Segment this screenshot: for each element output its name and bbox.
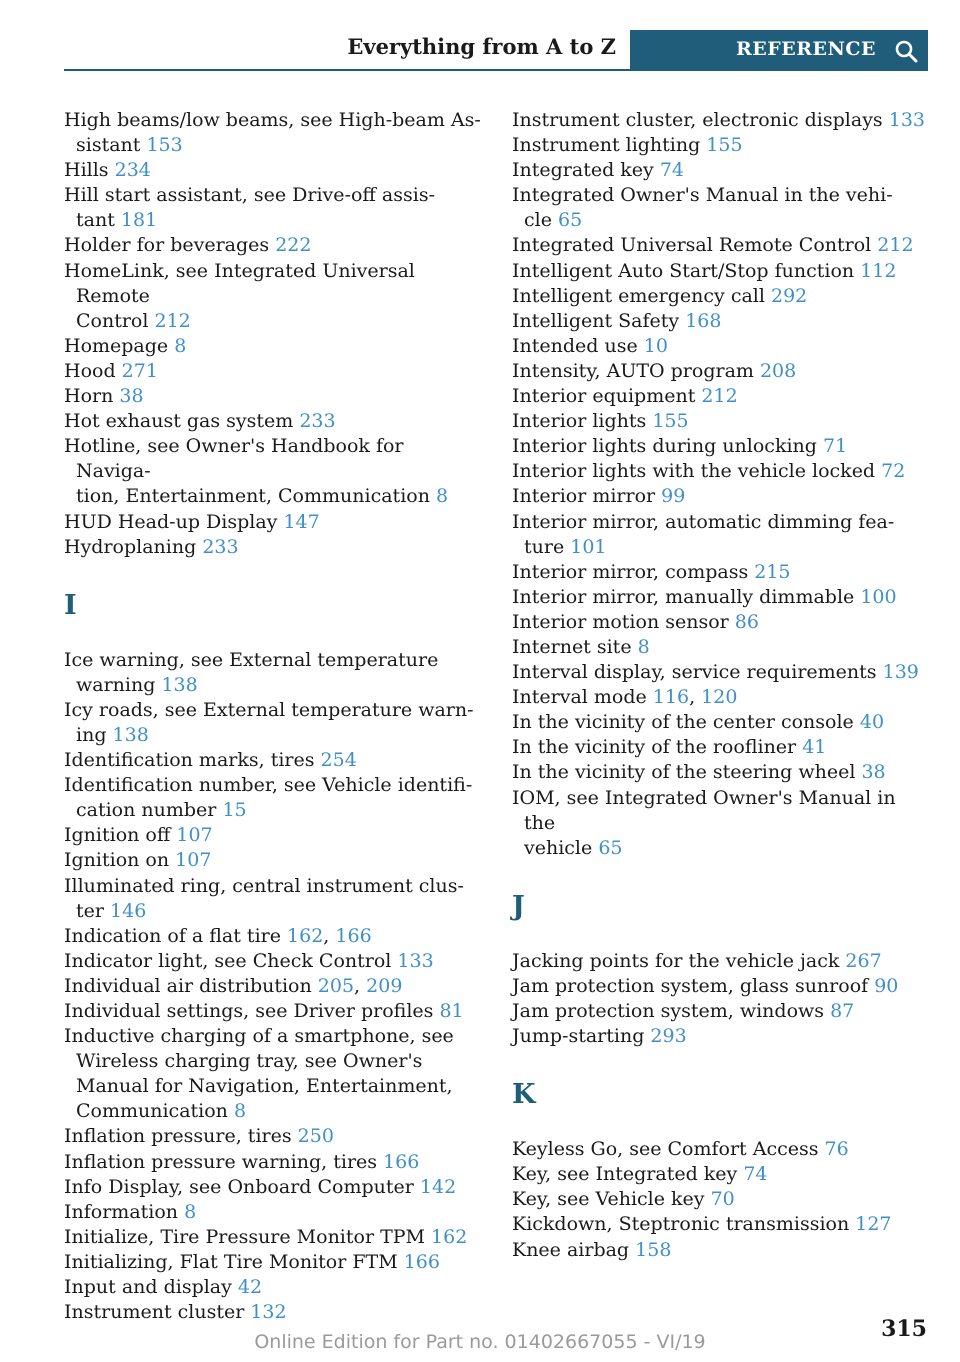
page-reference-link[interactable]: 120 — [701, 686, 738, 709]
index-entry-text: HomeLink, see Integrated Universal Remote — [64, 259, 415, 307]
index-entry-text: Jam protection system, windows — [512, 1000, 825, 1022]
index-entry — [512, 999, 932, 1024]
index-entry — [64, 1300, 484, 1325]
index-entry-text: Intended use — [512, 334, 638, 357]
index-entry — [64, 384, 484, 409]
page-reference-link[interactable]: 267 — [845, 949, 882, 972]
index-entry-text: Hydroplaning — [64, 535, 197, 558]
page-reference-link[interactable]: 162 — [287, 924, 324, 947]
page-reference-link[interactable]: 146 — [110, 899, 147, 922]
index-entry-continuation: Communication — [76, 1100, 228, 1123]
index-entry-text: Initializing, Flat Tire Monitor FTM — [64, 1250, 398, 1273]
page-reference-link[interactable]: 155 — [652, 410, 689, 433]
index-entry-text: Key, see Integrated key — [512, 1163, 738, 1186]
page-reference-link[interactable]: 138 — [161, 673, 198, 696]
index-entry — [512, 484, 932, 509]
index-entry-continuation: warning — [76, 673, 156, 696]
page-reference-link[interactable]: 100 — [860, 585, 897, 608]
index-entry — [64, 108, 484, 158]
index-entry-text: Intensity, AUTO program — [512, 359, 754, 382]
page-reference-link[interactable]: 74 — [659, 159, 685, 182]
page-reference-link[interactable]: 38 — [861, 761, 886, 784]
index-entry-text: Initialize, Tire Pressure Monitor TPM — [64, 1225, 425, 1248]
index-entry — [512, 760, 932, 785]
index-entry-text: Jam protection system, glass sunroof — [512, 974, 869, 997]
page-reference-link[interactable]: 74 — [743, 1163, 768, 1186]
index-entry-continuation: sistant — [76, 134, 141, 157]
page-reference-link[interactable]: 41 — [802, 736, 827, 759]
page-reference-link[interactable]: 138 — [112, 723, 149, 746]
page-reference-link[interactable]: 86 — [734, 610, 759, 633]
page-reference-link[interactable]: 158 — [635, 1238, 672, 1261]
page-reference-link[interactable]: 87 — [830, 1000, 855, 1022]
page-reference-link[interactable]: 90 — [874, 974, 899, 997]
index-entry-text: Interior equipment — [512, 385, 696, 408]
index-entry — [64, 434, 484, 509]
index-entry-text: Internet site — [512, 635, 632, 658]
page-reference-link[interactable]: 10 — [643, 334, 668, 357]
index-entry-continuation: Wireless charging tray, see Owner's — [76, 1050, 423, 1073]
index-entry-continuation: ing — [76, 723, 107, 746]
index-entry-text: Interior mirror — [512, 485, 656, 508]
index-entry — [512, 735, 932, 760]
index-entry-text: Illuminated ring, central instrument clus- — [64, 874, 464, 897]
index-entry-continuation: cle — [524, 209, 552, 232]
index-entry-text: Jacking points for the vehicle jack — [512, 949, 840, 972]
index-entry — [64, 1250, 484, 1275]
page-reference-link[interactable]: 155 — [706, 134, 743, 157]
index-entry — [64, 1275, 484, 1300]
page-reference-link[interactable]: 153 — [146, 134, 183, 157]
index-entry-text: Interior lights with the vehicle locked — [512, 460, 876, 483]
page-reference-link[interactable]: 133 — [888, 109, 925, 131]
index-entry-text: Integrated Owner's Manual in the vehi- — [512, 184, 893, 207]
index-column-right — [512, 108, 932, 1263]
index-entry — [512, 183, 932, 233]
index-column-left — [64, 108, 484, 1325]
reference-tab-label: REFERENCE — [736, 38, 876, 60]
index-entry-text: Instrument lighting — [512, 134, 701, 157]
index-entry-text: Hill start assistant, see Drive-off assis- — [64, 184, 436, 207]
index-entry-text: Hot exhaust gas system — [64, 410, 294, 433]
index-entry — [512, 1187, 932, 1212]
index-entry — [512, 284, 932, 309]
index-entry — [64, 1175, 484, 1200]
page-reference-link[interactable]: 254 — [320, 749, 357, 772]
index-entry — [512, 610, 932, 635]
index-entry — [512, 974, 932, 999]
index-entry — [512, 786, 932, 861]
index-entry — [64, 1150, 484, 1175]
reference-tab[interactable] — [630, 30, 928, 71]
index-letter-heading: K — [512, 1079, 536, 1111]
section-title: Everything from A to Z — [347, 34, 616, 59]
index-entry — [64, 183, 484, 233]
index-entry-text: Holder for beverages — [64, 234, 270, 257]
page-reference-link[interactable]: 162 — [431, 1225, 468, 1248]
index-entry-text: Input and display — [64, 1276, 232, 1299]
index-entry-text: High beams/low beams, see High-beam As- — [64, 109, 481, 131]
index-entry — [64, 233, 484, 258]
index-entry-text: Indication of a flat tire — [64, 924, 281, 947]
index-entry — [64, 259, 484, 334]
index-entry — [512, 309, 932, 334]
index-entry — [512, 409, 932, 434]
index-entry-continuation: tion, Entertainment, Communication — [76, 485, 430, 508]
index-entry — [64, 334, 484, 359]
page-number: 315 — [881, 1316, 927, 1342]
index-entry: Indication of a flat tire 162, 166 — [64, 924, 372, 947]
page-reference-link[interactable]: 215 — [754, 560, 791, 583]
page-reference-link[interactable]: 166 — [383, 1150, 420, 1173]
index-entry-text: Inflation pressure, tires — [64, 1125, 292, 1148]
index-entry — [64, 874, 484, 924]
index-entry-text: Kickdown, Steptronic transmission — [512, 1213, 850, 1236]
index-entry-text: Integrated Universal Remote Control — [512, 234, 872, 257]
page-reference-link[interactable]: 8 — [174, 334, 187, 357]
index-entry — [512, 259, 932, 284]
page-reference-link[interactable]: 99 — [661, 485, 686, 508]
page-reference-link[interactable]: 72 — [881, 460, 906, 483]
index-letter-heading: I — [64, 589, 77, 621]
index-entry-text: Intelligent Auto Start/Stop function — [512, 259, 855, 282]
page-reference-link[interactable]: 222 — [275, 234, 312, 257]
index-entry-text: Intelligent Safety — [512, 309, 680, 332]
page-reference-link[interactable]: 233 — [202, 535, 239, 558]
index-entry-text: Interior mirror, manually dimmable — [512, 585, 855, 608]
index-entry — [512, 1212, 932, 1237]
page-reference-link[interactable]: 233 — [299, 410, 336, 433]
page-reference-link[interactable]: 147 — [283, 510, 320, 533]
index-entry — [512, 158, 932, 183]
page-reference-link[interactable]: 38 — [119, 385, 144, 408]
index-entry-text: Interior lights — [512, 410, 647, 433]
page-reference-link[interactable]: 8 — [436, 485, 449, 508]
index-entry — [64, 359, 484, 384]
page-reference-link[interactable]: 205 — [317, 974, 355, 997]
page-reference-link[interactable]: 81 — [439, 1000, 464, 1022]
index-entry-text: Identification number, see Vehicle identifi- — [64, 774, 473, 797]
index-entry-text: Hills — [64, 159, 109, 182]
index-entry — [64, 999, 484, 1024]
index-entry-continuation: ter — [76, 899, 104, 922]
index-entry-text: Individual air distribution — [64, 974, 312, 997]
index-entry-text: Individual settings, see Driver profiles — [64, 1000, 434, 1022]
index-entry-text: Interval display, service requirements — [512, 661, 877, 684]
page-reference-link[interactable]: 8 — [637, 635, 650, 658]
index-entry-text: In the vicinity of the center console — [512, 711, 854, 734]
page-reference-link[interactable]: 76 — [824, 1138, 849, 1161]
index-entry-text: Icy roads, see External temperature warn- — [64, 698, 474, 721]
page-reference-link[interactable]: 133 — [397, 949, 434, 972]
index-entry — [64, 748, 484, 773]
index-entry-text: Hood — [64, 359, 116, 382]
index-entry-text: Identification marks, tires — [64, 749, 315, 772]
index-entry — [64, 848, 484, 873]
index-entry — [512, 1024, 932, 1049]
index-entry-text: Interior mirror, automatic dimming fea- — [512, 510, 895, 533]
index-entry — [512, 1238, 932, 1263]
index-entry-text: Intelligent emergency call — [512, 284, 765, 307]
index-entry — [512, 133, 932, 158]
index-entry-continuation: Control — [76, 309, 149, 332]
index-entry-continuation: cation number — [76, 799, 217, 822]
page-reference-link[interactable]: 116 — [652, 686, 690, 709]
page-reference-link[interactable]: 181 — [120, 209, 158, 232]
index-entry-text: Interior lights during unlocking — [512, 435, 817, 458]
index-entry-text: Interior motion sensor — [512, 610, 729, 633]
index-entry — [64, 535, 484, 560]
index-entry-text: Instrument cluster, electronic displays — [512, 109, 883, 131]
index-entry-text: Inflation pressure warning, tires — [64, 1150, 378, 1173]
page-reference-link[interactable]: 70 — [710, 1188, 735, 1211]
index-entry-text: Ignition on — [64, 849, 170, 872]
index-letter-heading: J — [512, 890, 525, 922]
page-reference-link[interactable]: 15 — [222, 799, 247, 822]
index-entry-text: Jump-starting — [512, 1025, 645, 1048]
header-rule — [64, 69, 630, 71]
index-entry-text: Knee airbag — [512, 1238, 630, 1261]
index-entry — [64, 773, 484, 823]
page-reference-link[interactable]: 166 — [335, 924, 372, 947]
page-reference-link[interactable]: 212 — [154, 309, 191, 332]
index-entry-continuation: tant — [76, 209, 115, 232]
index-entry — [512, 1162, 932, 1187]
page-reference-link[interactable]: 168 — [685, 309, 722, 332]
page-reference-link[interactable]: 8 — [184, 1200, 197, 1223]
page-reference-link[interactable]: 293 — [650, 1025, 687, 1048]
footer-edition: Online Edition for Part no. 01402667055 - VI/19 — [254, 1331, 706, 1353]
index-entry — [64, 823, 484, 848]
page-reference-link[interactable]: 107 — [176, 824, 213, 847]
page-reference-link[interactable]: 209 — [366, 974, 403, 997]
page-reference-link[interactable]: 271 — [121, 359, 158, 382]
index-entry: Individual air distribution 205, 209 — [64, 974, 403, 997]
page-reference-link[interactable]: 142 — [419, 1175, 457, 1198]
index-entry — [512, 710, 932, 735]
page-reference-link[interactable]: 212 — [701, 385, 738, 408]
index-entry — [64, 1024, 484, 1124]
index-entry-text: Information — [64, 1200, 179, 1223]
search-icon[interactable] — [894, 39, 918, 63]
index-entry-text: Ignition off — [64, 824, 171, 847]
index-entry-text: Instrument cluster — [64, 1301, 245, 1324]
index-entry — [64, 510, 484, 535]
index-entry — [64, 1225, 484, 1250]
index-entry-text: Inductive charging of a smartphone, see — [64, 1025, 454, 1048]
page-reference-link[interactable]: 71 — [822, 435, 848, 458]
page-reference-link[interactable]: 212 — [877, 234, 914, 257]
page-reference-link[interactable]: 292 — [770, 284, 808, 307]
index-entry-text: Indicator light, see Check Control — [64, 949, 392, 972]
index-entry — [64, 409, 484, 434]
index-entry-text: Ice warning, see External temperature — [64, 648, 439, 671]
index-entry — [512, 108, 932, 133]
index-entry-text: Interval mode — [512, 686, 647, 709]
index-entry-text: Interior mirror, compass — [512, 560, 749, 583]
page-reference-link[interactable]: 112 — [860, 259, 897, 282]
index-entry — [512, 384, 932, 409]
index-entry-continuation: ture — [524, 535, 565, 558]
index-entry — [512, 434, 932, 459]
page-reference-link[interactable]: 208 — [759, 359, 797, 382]
index-entry — [64, 648, 484, 698]
index-entry — [512, 459, 932, 484]
page-reference-link[interactable]: 8 — [233, 1100, 247, 1123]
index-entry — [512, 949, 932, 974]
page-reference-link[interactable]: 139 — [882, 661, 919, 684]
index-entry-continuation: Manual for Navigation, Entertainment, — [76, 1075, 453, 1098]
index-entry-text: Homepage — [64, 334, 169, 357]
index-entry-text: In the vicinity of the roofliner — [512, 736, 797, 759]
page-reference-link[interactable]: 40 — [859, 711, 885, 734]
page-reference-link[interactable]: 234 — [114, 159, 151, 182]
index-entry: Interval mode 116, 120 — [512, 686, 738, 709]
index-entry-text: Keyless Go, see Comfort Access — [512, 1138, 819, 1161]
index-entry — [64, 158, 484, 183]
index-entry-text: Integrated key — [512, 159, 654, 182]
index-entry-text: Hotline, see Owner's Handbook for Naviga- — [64, 435, 404, 483]
page-reference-link[interactable]: 132 — [250, 1301, 287, 1324]
index-entry — [64, 949, 484, 974]
index-entry — [512, 560, 932, 585]
index-entry-text: In the vicinity of the steering wheel — [512, 761, 856, 784]
index-entry — [512, 1137, 932, 1162]
page-reference-link[interactable]: 107 — [175, 849, 212, 872]
page-reference-link[interactable]: 127 — [855, 1213, 892, 1236]
page-reference-link[interactable]: 65 — [598, 836, 623, 859]
index-entry-text: IOM, see Integrated Owner's Manual in the — [512, 786, 896, 834]
index-entry — [512, 334, 932, 359]
page-reference-link[interactable]: 250 — [297, 1125, 334, 1148]
page-reference-link[interactable]: 42 — [237, 1276, 263, 1299]
index-entry — [64, 698, 484, 748]
index-entry — [512, 510, 932, 560]
index-entry — [512, 359, 932, 384]
index-entry-continuation: vehicle — [524, 836, 593, 859]
page-reference-link[interactable]: 166 — [403, 1250, 440, 1273]
index-entry — [64, 1200, 484, 1225]
index-entry-text: HUD Head-up Display — [64, 510, 278, 533]
index-entry — [512, 635, 932, 660]
index-entry-text: Info Display, see Onboard Computer — [64, 1175, 414, 1198]
page-reference-link[interactable]: 101 — [570, 535, 607, 558]
index-entry-text: Key, see Vehicle key — [512, 1188, 705, 1211]
index-entry — [512, 585, 932, 610]
index-entry — [512, 233, 932, 258]
index-entry — [512, 660, 932, 685]
index-entry — [64, 1124, 484, 1149]
page-reference-link[interactable]: 65 — [558, 209, 583, 232]
index-entry-text: Horn — [64, 385, 114, 408]
